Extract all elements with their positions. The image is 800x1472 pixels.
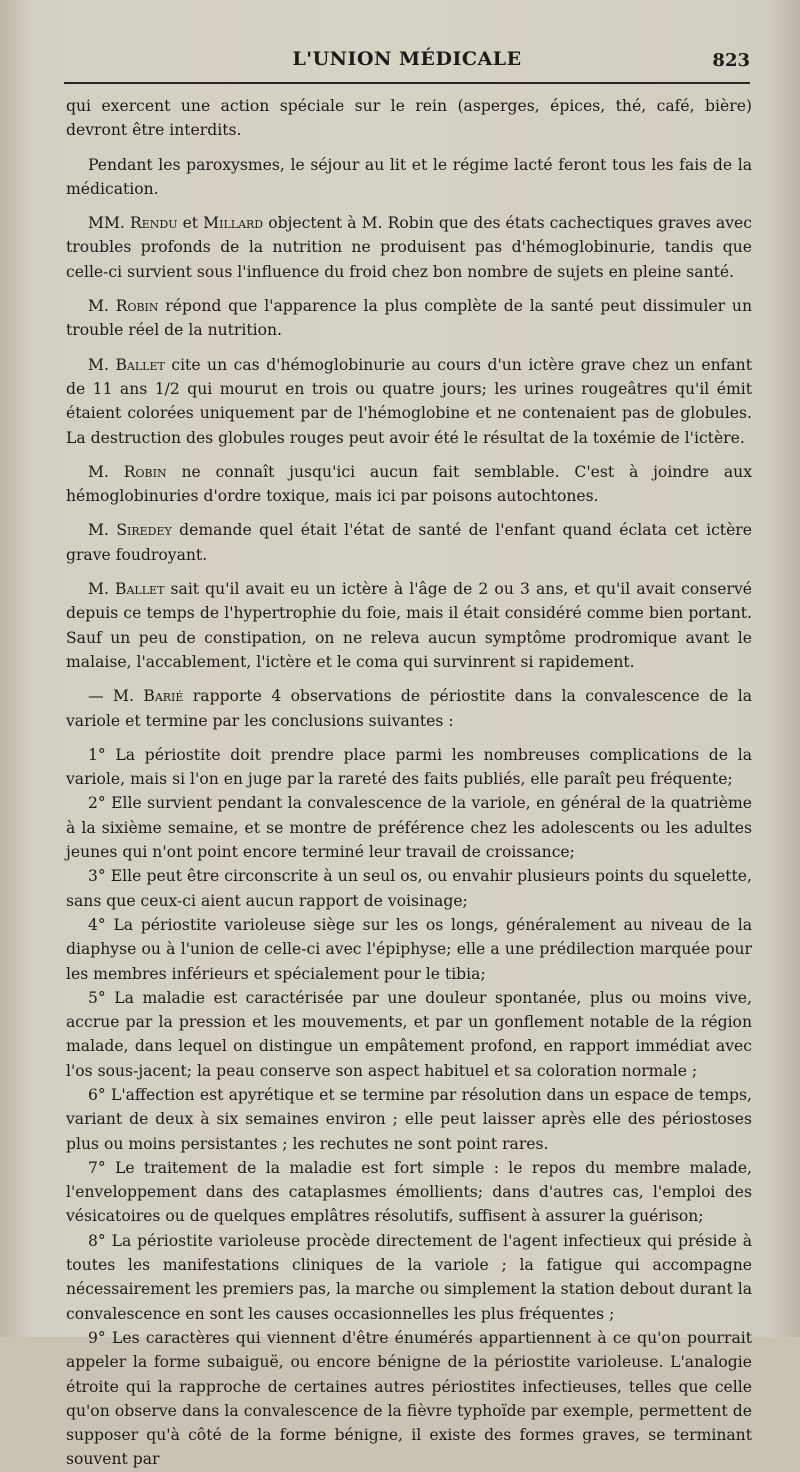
conclusion-item: 3° Elle peut être circonscrite à un seul os, ou envahir plusieurs points du squelette, sans que ceux-ci aient aucun rapport de voisinage;	[66, 867, 752, 910]
running-title: L'UNION MÉDICALE	[292, 48, 522, 70]
conclusion-item: 9° Les caractères qui viennent d'être énumérés appartiennent à ce qu'on pourrait appeler la forme subaiguë, ou encore bénigne de la périostite varioleuse. L'analogie étroite qui la rapproche de certaines autres périostites infectieuses, telles que celle qu'on observe dans la convalescence de la fièvre typhoïde par exemple, permettent de supposer qu'à côté de la forme bénigne, il existe des formes graves, se terminant souvent par	[66, 1328, 752, 1469]
paragraph: Pendant les paroxysmes, le séjour au lit et le régime lacté feront tous les fais de la médication.	[66, 155, 752, 198]
speaker-name: Siredey	[116, 521, 172, 540]
conclusion-item: 8° La périostite varioleuse procède directement de l'agent infectieux qui préside à toutes les manifestations cliniques de la variole ; la fatigue qui accompagne nécessairement les premiers pas, la marche ou simplement la station debout durant la convalescence en sont les causes occasionnelles les plus fréquentes ;	[66, 1231, 752, 1323]
conclusion-item: 1° La périostite doit prendre place parmi les nombreuses complications de la variole, mais si l'on en juge par la rareté des faits publiés, elle paraît peu fréquente;	[66, 745, 752, 789]
conclusion-item: 7° Le traitement de la maladie est fort simple : le repos du membre malade, l'enveloppement dans des cataplasmes émollients; dans d'autres cas, l'emploi des vésicatoires ou de quelques emplâtres résolutifs, suffisent à assurer la guérison;	[66, 1158, 752, 1226]
speaker-name: Ballet	[115, 355, 165, 374]
speaker-name: Millard	[203, 214, 264, 233]
speaker-name: Ballet	[115, 580, 165, 599]
paragraph: MM. Rendu et Millard objectent à M. Robin que des états cachectiques graves avec troubles profonds de la nutrition ne produisent pas d'hémoglobinurie, tandis que celle-ci survient sous l'influence du froid chez bon nombre de sujets en pleine santé.	[66, 214, 752, 281]
page-number: 823	[712, 50, 750, 71]
paragraph: M. Robin ne connaît jusqu'ici aucun fait semblable. C'est à joindre aux hémoglobinuries d'ordre toxique, mais ici par poisons autochtones.	[66, 462, 752, 506]
header-rule	[64, 82, 750, 84]
speaker-name: Barié	[143, 687, 184, 706]
paragraph: M. Robin répond que l'apparence la plus complète de la santé peut dissimuler un trouble réel de la nutrition.	[66, 297, 752, 340]
article-body	[66, 94, 752, 1472]
speaker-name: Robin	[115, 297, 159, 316]
speaker-name: Robin	[123, 462, 167, 481]
paragraph: M. Siredey demande quel était l'état de santé de l'enfant quand éclata cet ictère grave foudroyant.	[66, 521, 752, 564]
paragraph: — M. Barié rapporte 4 observations de périostite dans la convalescence de la variole et termine par les conclusions suivantes :	[66, 687, 752, 730]
conclusion-item: 4° La périostite varioleuse siège sur les os longs, généralement au niveau de la diaphyse ou à l'union de celle-ci avec l'épiphyse; elle a une prédilection marquée pour les membres inférieurs et spécialement pour le tibia;	[66, 915, 752, 983]
conclusion-item: 2° Elle survient pendant la convalescence de la variole, en général de la quatrième à la sixième semaine, et se montre de préférence chez les adolescents ou les adultes jeunes qui n'ont point encore terminé leur travail de croissance;	[66, 794, 752, 862]
speaker-name: Rendu	[129, 214, 178, 233]
conclusion-item: 6° L'affection est apyrétique et se termine par résolution dans un espace de temps, variant de deux à six semaines environ ; elle peut laisser après elle des périostoses plus ou moins persistantes ; les rechutes ne sont point rares.	[66, 1085, 752, 1153]
page-header	[64, 46, 750, 80]
conclusion-item: 5° La maladie est caractérisée par une douleur spontanée, plus ou moins vive, accrue par la pression et les mouvements, et par un gonflement notable de la région malade, dans lequel on distingue un empâtement profond, en rapport immédiat avec l'os sous-jacent; la peau conserve son aspect habituel et sa coloration normale ;	[66, 988, 752, 1080]
paragraph: M. Ballet sait qu'il avait eu un ictère à l'âge de 2 ou 3 ans, et qu'il avait conservé depuis ce temps de l'hypertrophie du foie, mais il était considéré comme bien portant. Sauf un peu de constipation, on ne releva aucun symptôme prodromique avant le malaise, l'accablement, l'ictère et le coma qui survinrent si rapidement.	[66, 580, 752, 671]
paragraph-continuation: qui exercent une action spéciale sur le rein (asperges, épices, thé, café, bière) devront être interdits.	[66, 97, 752, 140]
paragraph: M. Ballet cite un cas d'hémoglobinurie au cours d'un ictère grave chez un enfant de 11 ans 1/2 qui mourut en trois ou quatre jours; les urines rougeâtres qu'il émit étaient colorées uniquement par de l'hémoglobine et ne contenaient pas de globules. La destruction des globules rouges peut avoir été le résultat de la toxémie de l'ictère.	[66, 355, 752, 447]
